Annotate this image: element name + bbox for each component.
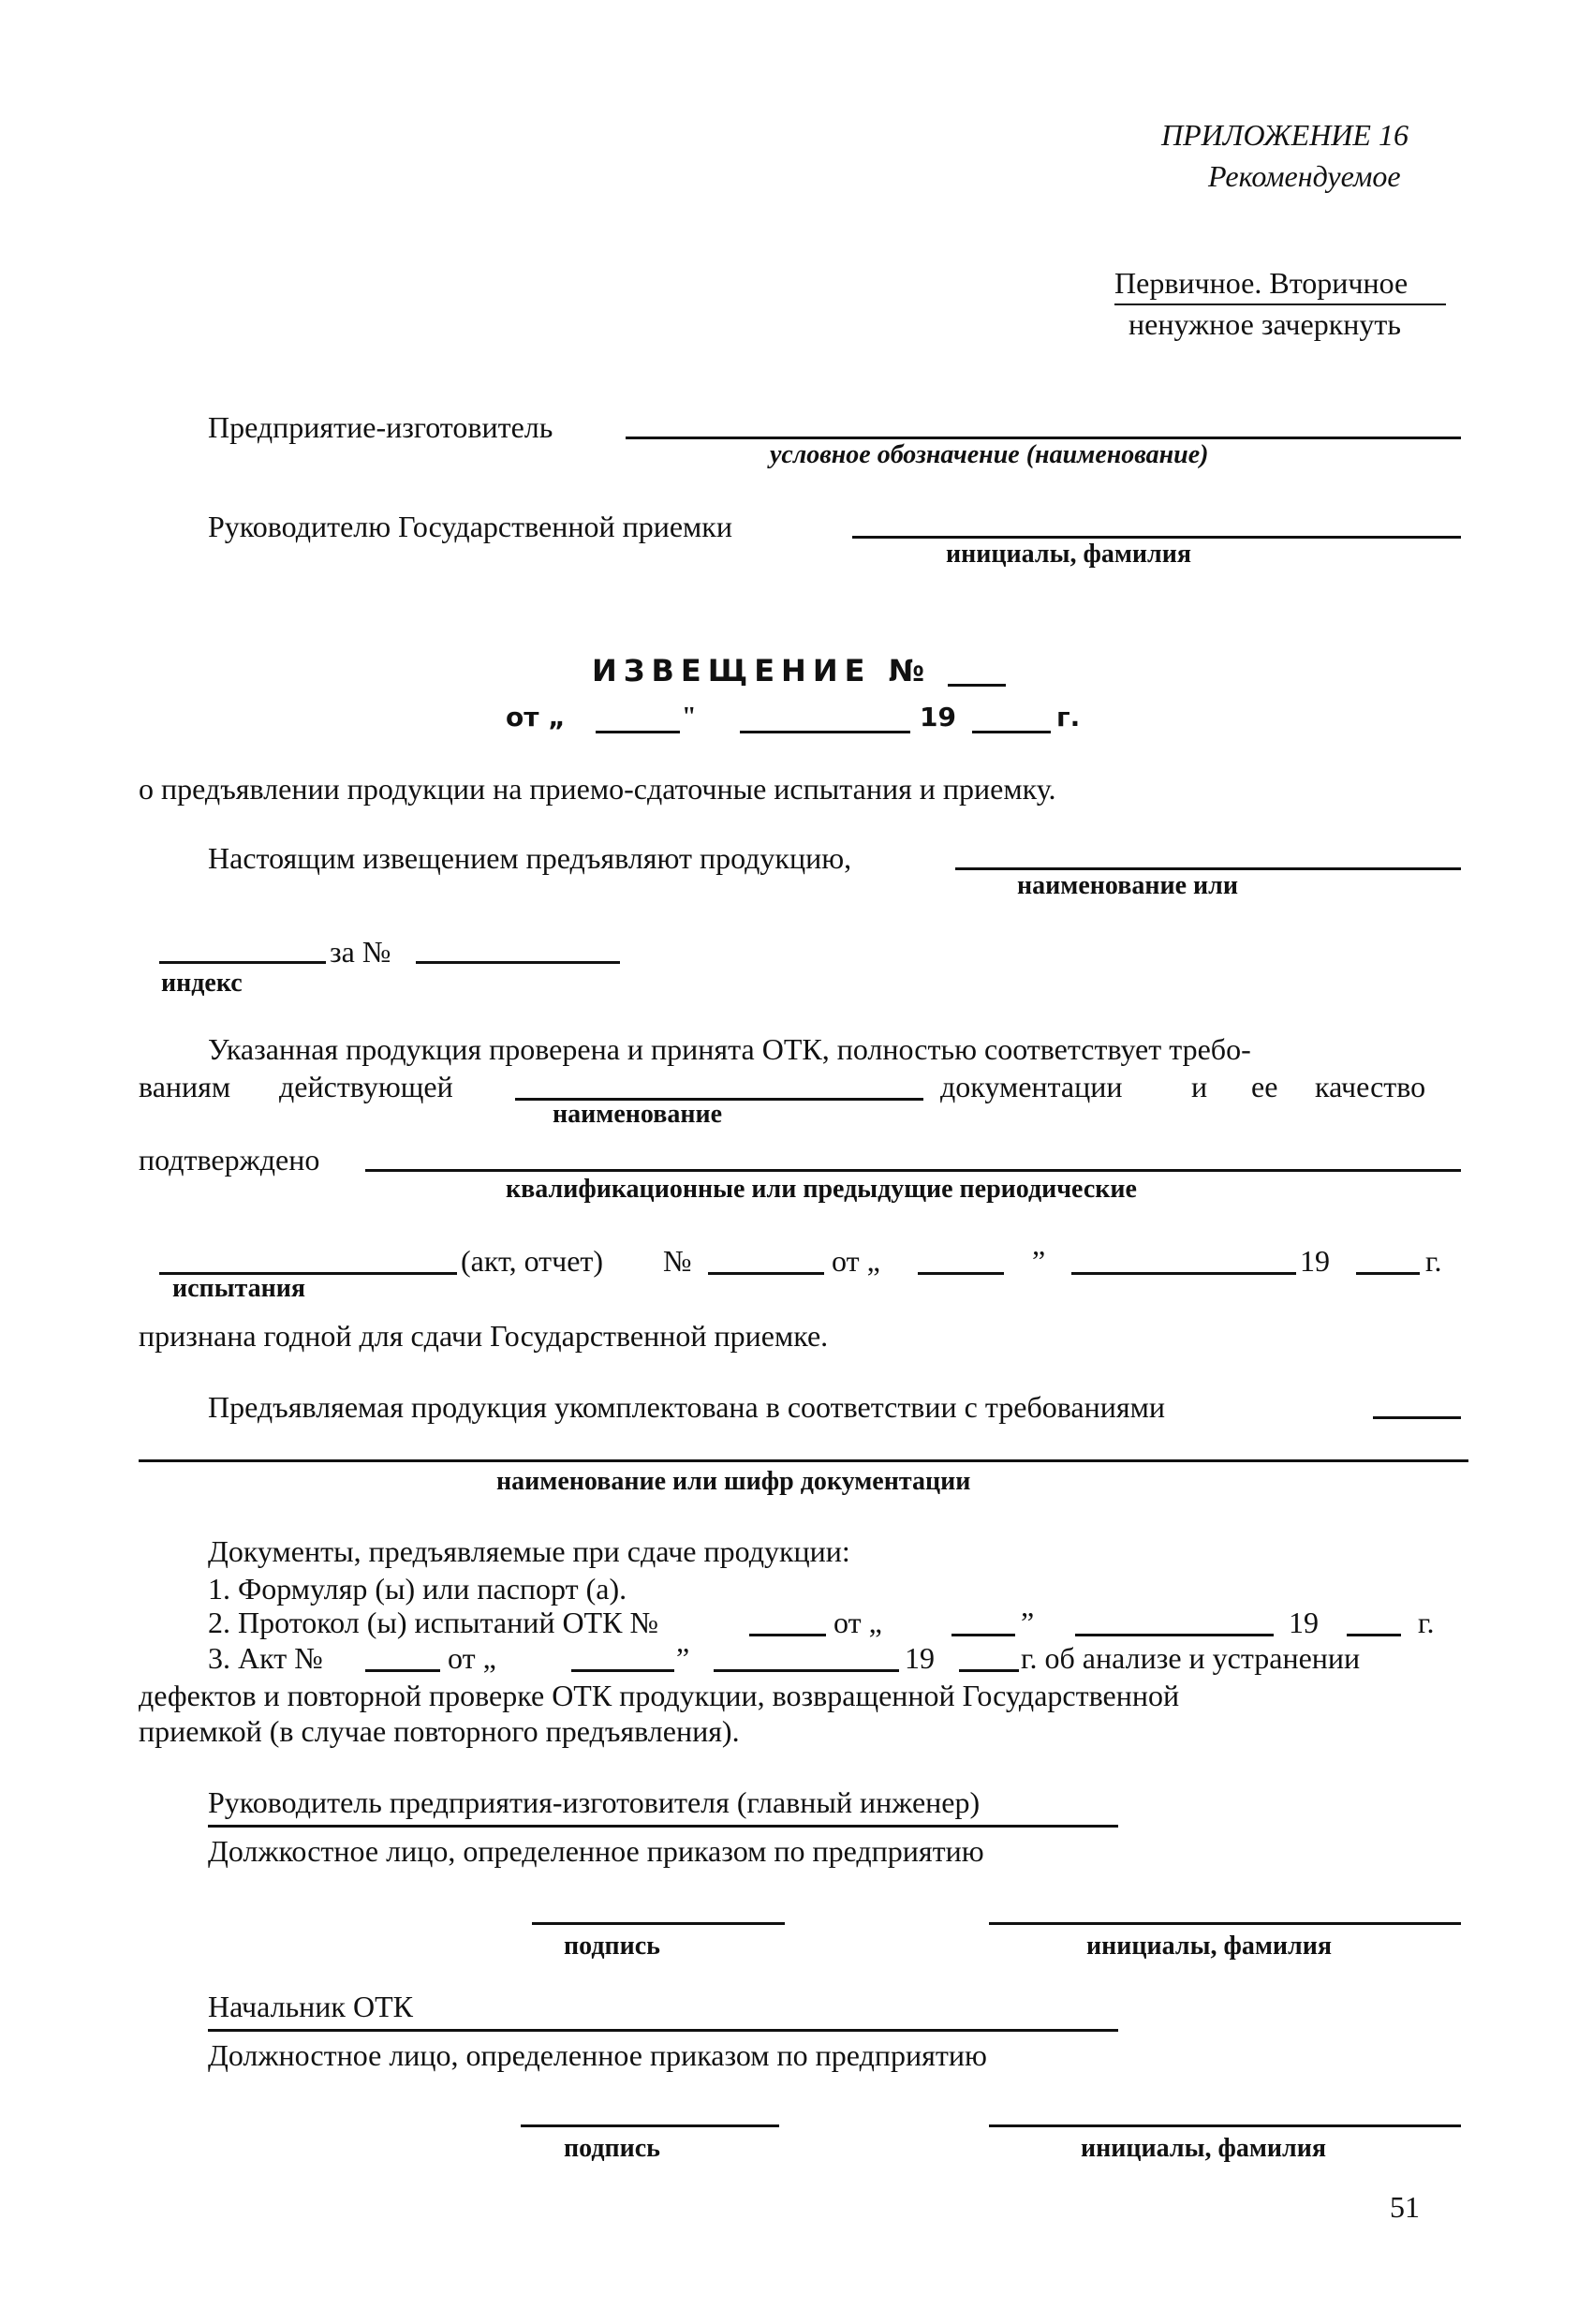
complete-field-end[interactable] [1373,1416,1461,1419]
sign1-caption: подпись [564,1932,660,1961]
appendix-label: ПРИЛОЖЕНИЕ 16 [1161,118,1409,152]
za-no-field[interactable] [416,961,620,964]
tests-caption: испытания [172,1274,306,1303]
za-no: за № [330,935,391,969]
protocol-g: г. [1418,1606,1435,1639]
confirmed-field[interactable] [365,1169,1461,1172]
protocol-day-field[interactable] [951,1634,1015,1636]
checked-w6: качество [1315,1070,1426,1103]
header-rule [1114,303,1446,305]
product-field[interactable] [955,867,1461,870]
akt-no-field[interactable] [365,1669,440,1672]
act-day-field[interactable] [918,1272,1004,1275]
akt-tail: г. об анализе и устранении [1021,1641,1361,1675]
protocol-month-field[interactable] [1075,1634,1274,1636]
official1: Должкостное лицо, определенное приказом по предприятию [208,1834,984,1868]
head-label: Руководителю Государственной приемки [208,510,732,543]
naim-caption: наименование [553,1100,723,1129]
primary-secondary: Первичное. Вторичное [1114,266,1409,300]
checked-w3: документации [940,1070,1123,1103]
date-year-prefix: 19 [920,702,956,733]
otk-rule [208,2029,1118,2032]
checked-w5: ее [1251,1070,1278,1103]
checked-line1: Указанная продукция проверена и принята ОТК, полностью соответствует требо- [208,1032,1251,1066]
head-field[interactable] [852,536,1461,539]
official2: Должностное лицо, определенное приказом по предприятию [208,2038,987,2072]
qual-caption: квалификационные или предыдущие периодические [506,1175,1137,1204]
head-caption: инициалы, фамилия [946,540,1192,569]
akt-year-field[interactable] [959,1669,1019,1672]
sign2-field[interactable] [521,2124,779,2127]
act-ot: от „ [832,1244,880,1278]
date-year-field[interactable] [972,731,1051,733]
act-no-field[interactable] [708,1272,824,1275]
complete-field[interactable] [139,1459,1468,1462]
act-g: г. [1425,1244,1442,1278]
name2-field[interactable] [989,2124,1461,2127]
manufacturer-label: Предприятие-изготовитель [208,410,553,444]
date-day-field[interactable] [596,731,680,733]
date-quote: " [682,703,697,732]
documents-item3-line3: приемкой (в случае повторного предъявления). [139,1714,740,1748]
documents-item1: 1. Формуляр (ы) или паспорт (а). [208,1572,627,1606]
checked-w1: ваниям [139,1070,231,1103]
recommended-label: Рекомендуемое [1208,159,1401,193]
manager-rule [208,1825,1118,1828]
complete-text: Предъявляемая продукция укомплектована в соответствии с требованиями [208,1390,1165,1424]
name1-caption: инициалы, фамилия [1086,1932,1333,1961]
confirmed-label: подтверждено [139,1143,320,1177]
akt-ot: от „ [448,1641,496,1675]
index-field[interactable] [159,961,326,964]
documents-item2: 2. Протокол (ы) испытаний ОТК № [208,1606,658,1639]
notice-subject: о предъявлении продукции на приемо-сдаточные испытания и приемку. [139,772,1056,806]
protocol-year-field[interactable] [1347,1634,1401,1636]
otk-title: Начальник ОТК [208,1990,413,2023]
protocol-ot: от „ [833,1606,882,1639]
akt-year-prefix: 19 [905,1641,935,1675]
act-no-sign: № [663,1244,692,1278]
act-month-field[interactable] [1071,1272,1296,1275]
name2-caption: инициалы, фамилия [1081,2134,1327,2163]
act-year-field[interactable] [1356,1272,1420,1275]
akt-day-field[interactable] [571,1669,674,1672]
strike-note: ненужное зачеркнуть [1128,307,1401,341]
checked-w2: действующей [279,1070,453,1103]
documents-heading: Документы, предъявляемые при сдаче продукции: [208,1534,850,1568]
akt-quote: ” [676,1641,690,1675]
sign1-field[interactable] [532,1922,785,1925]
checked-w4: и [1191,1070,1208,1103]
name1-field[interactable] [989,1922,1461,1925]
notice-title: ИЗВЕЩЕНИЕ № [592,653,932,688]
act-report: (акт, отчет) [461,1244,604,1278]
documents-item3: 3. Акт № [208,1641,323,1675]
protocol-no-field[interactable] [749,1634,826,1636]
act-year-prefix: 19 [1300,1244,1330,1278]
protocol-year-prefix: 19 [1289,1606,1319,1639]
present-text: Настоящим извещением предъявляют продукцию, [208,841,852,875]
date-g: г. [1056,702,1081,733]
sign2-caption: подпись [564,2134,660,2163]
date-month-field[interactable] [740,731,910,733]
date-from: от „ [506,702,566,733]
page-number: 51 [1390,2190,1420,2224]
documents-item3-line2: дефектов и повторной проверке ОТК продукции, возвращенной Государственной [139,1679,1180,1712]
present-caption: наименование или [1017,871,1238,900]
akt-month-field[interactable] [714,1669,899,1672]
notice-number-field[interactable] [948,684,1006,687]
fit-text: признана годной для сдачи Государственной приемке. [139,1319,829,1353]
manufacturer-field[interactable] [626,437,1461,439]
act-quote: ” [1032,1244,1046,1278]
manufacturer-caption: условное обозначение (наименование) [770,440,1209,469]
protocol-quote: ” [1021,1606,1035,1639]
doc-caption: наименование или шифр документации [496,1467,971,1496]
manager-title: Руководитель предприятия-изготовителя (главный инженер) [208,1785,981,1819]
index-caption: индекс [161,969,243,998]
